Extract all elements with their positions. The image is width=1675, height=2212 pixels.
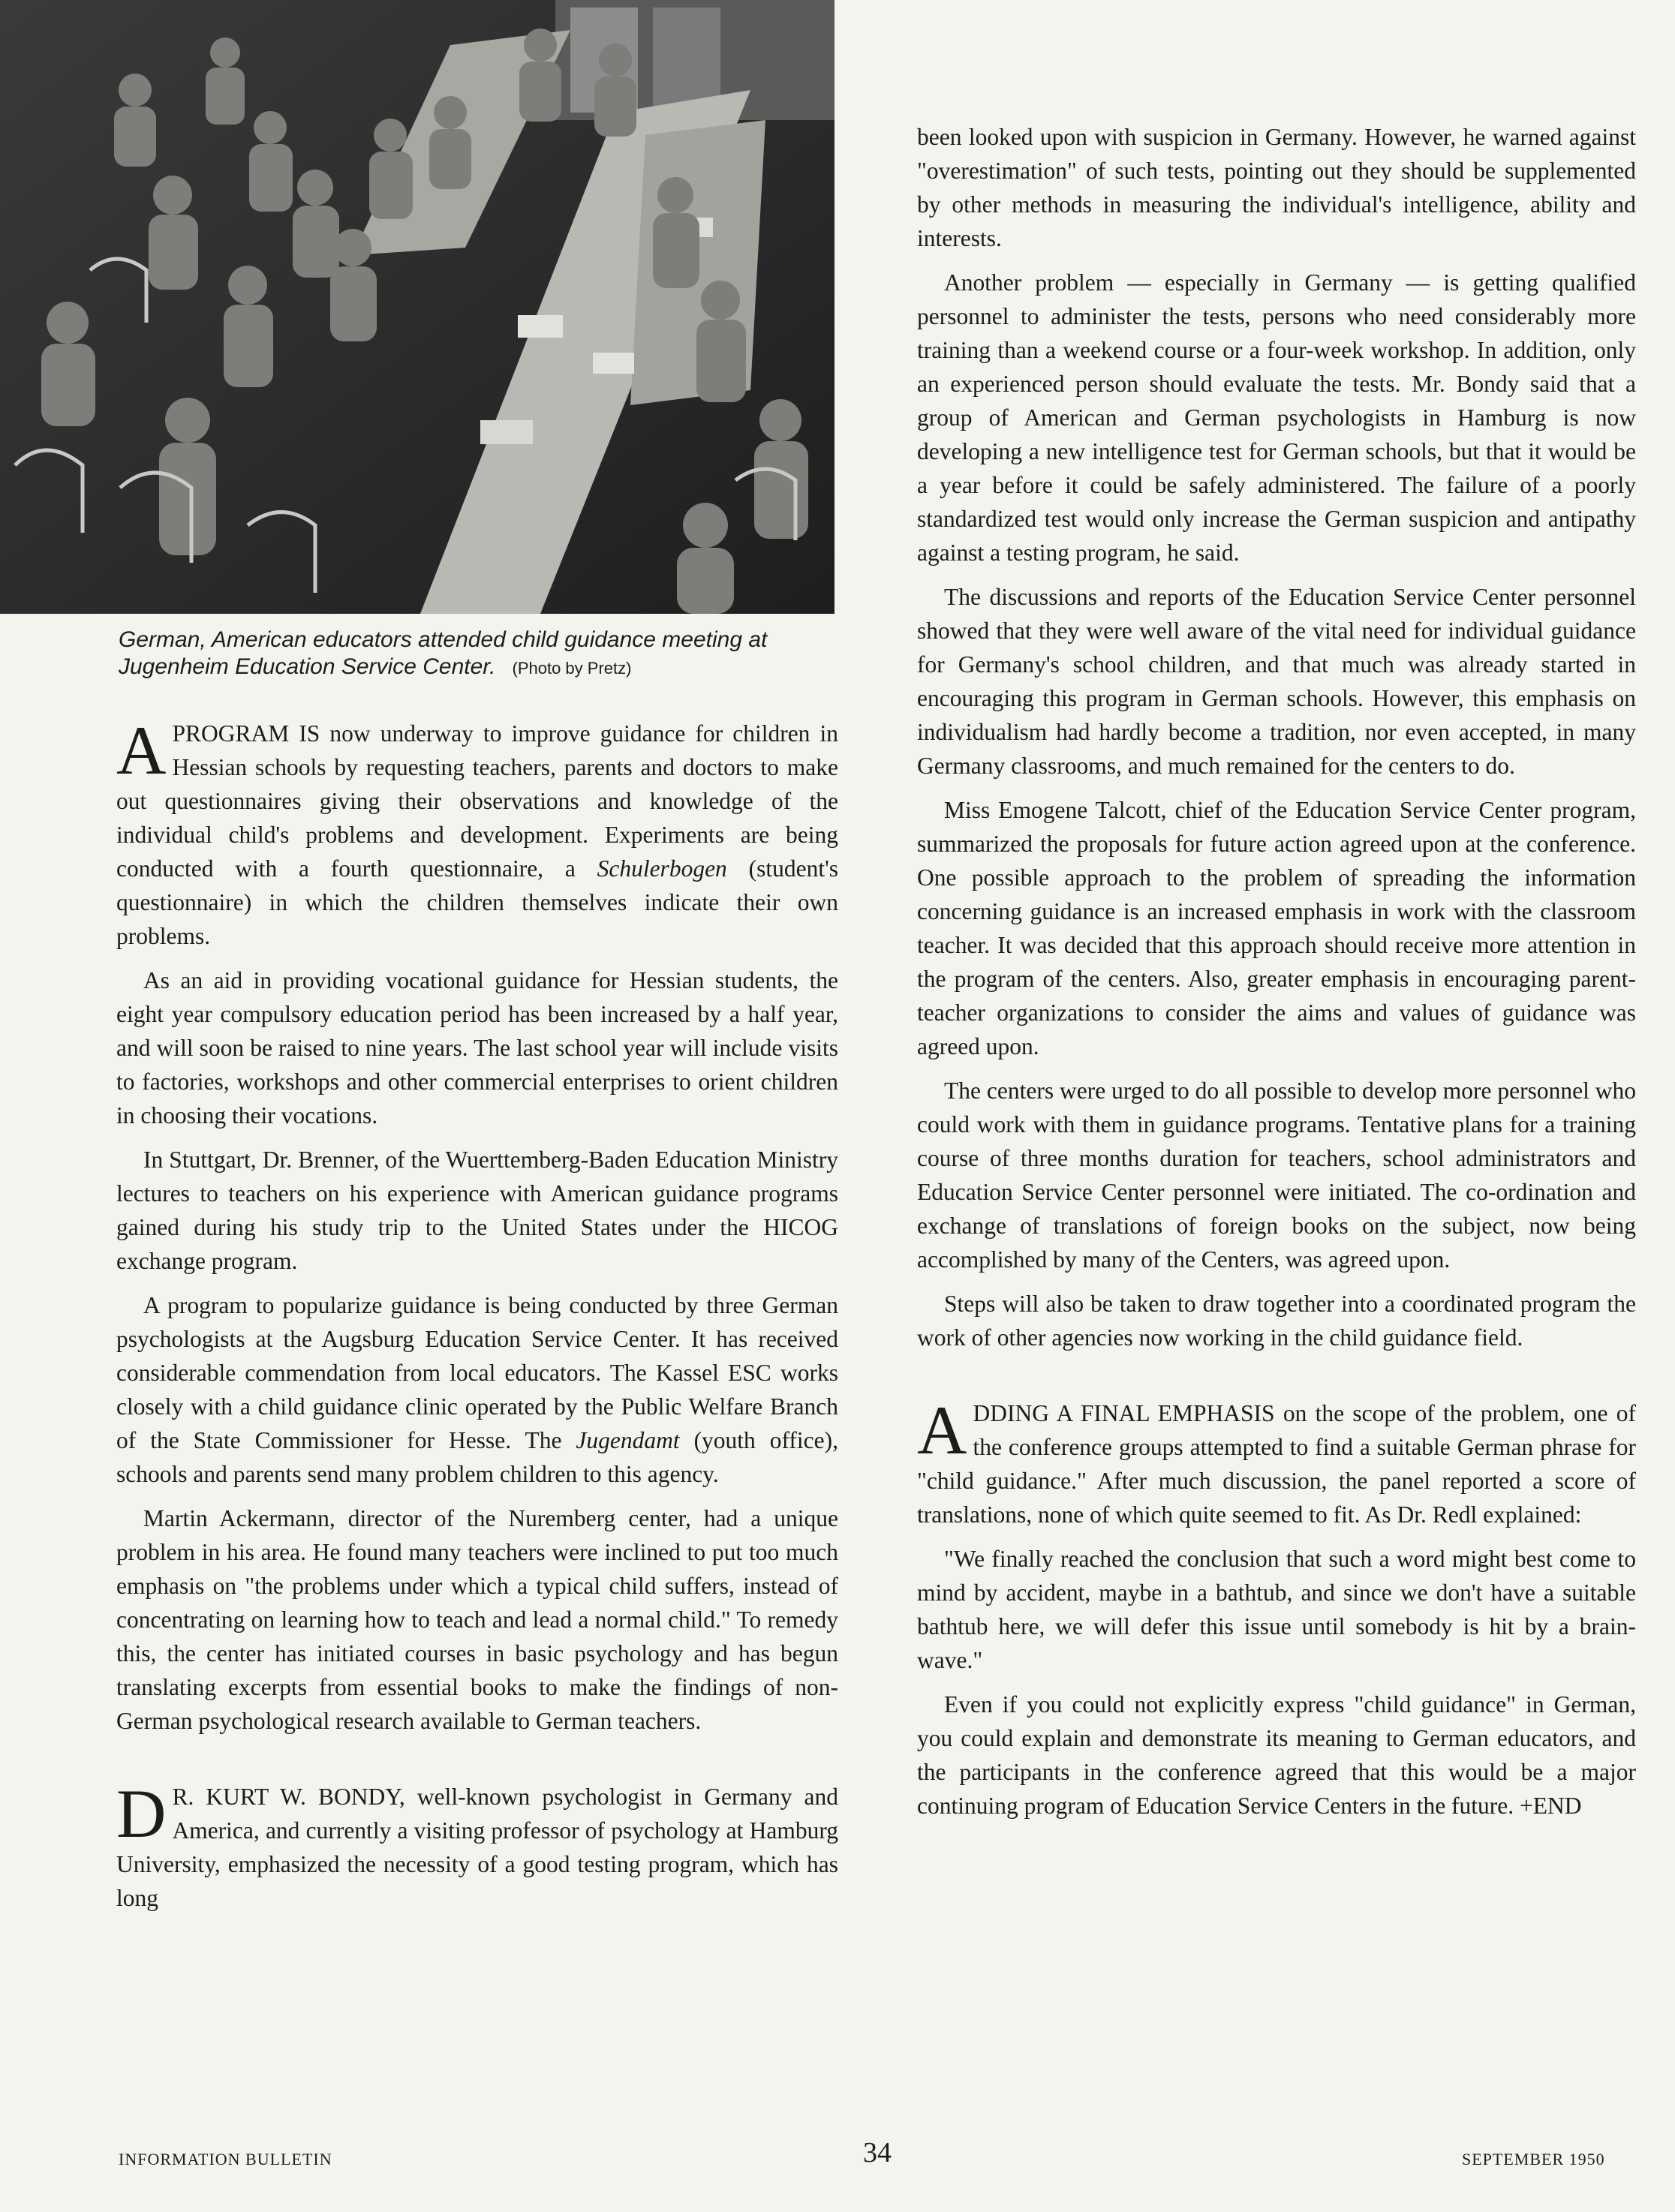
paragraph-text: (youth office), schools and parents send many problem children to this agency. <box>116 1427 838 1487</box>
paragraph <box>116 1775 838 1915</box>
paragraph-text: A program to popularize guidance is being conducted by three German psychologists at the Augsburg Education Service Center. It has received considerable commendation from local educators. The Kassel ESC works closely with a child guidance clinic operated by the Public Welfare Branch of the State Commissioner for Hesse. The <box>116 1292 838 1453</box>
paragraph: been looked upon with suspicion in Germany. However, he warned against "overestimation" of such tests, pointing out they should be supplemented by other methods in measuring the individual's intelligence, ability and interests. <box>917 124 1636 251</box>
paragraph: Martin Ackermann, director of the Nuremberg center, had a unique problem in his area. He found many teachers were inclined to put too much emphasis on "the problems under which a typical child suffers, instead of concentrating on learning how to teach and lead a normal child." To remedy this, the center has initiated courses in basic psychology and has begun translating excerpts from essential books to make the findings of non-German psychological research available to German teachers. <box>116 1505 838 1734</box>
page-number: 34 <box>863 2137 892 2168</box>
footer-publication: INFORMATION BULLETIN <box>119 2150 332 2168</box>
drop-cap: D <box>116 1775 167 1852</box>
paragraph-text: R. KURT W. BONDY, well-known psychologist in Germany and America, and currently a visiting professor of psychology at Hamburg University, emphasized the necessity of a good testing program, which has long <box>116 1784 838 1911</box>
paragraph-text: (student's questionnaire) in which the children themselves indicate their own problems. <box>116 855 838 949</box>
paragraph: Another problem — especially in Germany — is getting qualified personnel to administer the tests, persons who need considerably more training than a weekend course or a four-week workshop. In addition, only an experienced person should evaluate the tests. Mr. Bondy said that a group of American and German psychologists in Hamburg is now developing a new intelligence test for German schools, but that it would be a year before it could be safely administered. The failure of a poorly standardized test would only increase the German suspicion and antipathy against a testing program, he said. <box>917 269 1636 566</box>
italic-term: Schulerbogen <box>597 855 727 882</box>
paragraph: The discussions and reports of the Education Service Center personnel showed that they were well aware of the vital need for individual guidance for Germany's school children, and that much was already started in encouraging this program in German schools. However, this emphasis on individualism had hardly become a tradition, nor even accepted, in many Germany classrooms, and much remained for the centers to do. <box>917 584 1636 779</box>
paragraph: The centers were urged to do all possible to develop more personnel who could work with them in guidance programs. Tentative plans for a training course of three months duration for teachers, school administrators and Education Service Center personnel were initiated. The co-ordination and exchange of translations of foreign books on the subject, now being accomplished by many of the Centers, was agreed upon. <box>917 1077 1636 1273</box>
paragraph <box>917 1392 1636 1531</box>
paragraph <box>116 712 838 953</box>
paragraph: Even if you could not explicitly express "child guidance" in German, you could explain and demonstrate its meaning to German educators, and the participants in the conference agreed that this would be a major continuing program of Education Service Centers in the future. +END <box>917 1691 1636 1819</box>
photo-credit: (Photo by Pretz) <box>512 659 632 678</box>
caption-text: German, American educators attended child guidance meeting at Jugenheim Education Service Center. <box>119 627 768 679</box>
meeting-photo <box>0 0 834 614</box>
paragraph-text: DDING A FINAL EMPHASIS on the scope of the problem, one of the conference groups attempted to find a suitable German phrase for "child guidance." After much discussion, the panel reported a score of translations, none of which quite seemed to fit. As Dr. Redl explained: <box>917 1400 1636 1528</box>
photo-caption <box>119 627 831 682</box>
paragraph-text: PROGRAM IS now underway to improve guidance for children in Hessian schools by requesting teachers, parents and doctors to make out questionnaires giving their observations and knowledge of the individual child's problems and development. Experiments are being conducted with a fourth questionnaire, a <box>116 720 838 882</box>
article-left-column <box>116 712 838 1925</box>
article-right-column <box>917 120 1636 1833</box>
paragraph: In Stuttgart, Dr. Brenner, of the Wuerttemberg-Baden Education Ministry lectures to teachers on his experience with American guidance programs gained during his study trip to the United States under the HICOG exchange program. <box>116 1147 838 1274</box>
drop-cap: A <box>917 1392 967 1468</box>
italic-term: Jugendamt <box>576 1427 680 1453</box>
meeting-photo-icon <box>0 0 834 614</box>
paragraph: Steps will also be taken to draw together into a coordinated program the work of other agencies now working in the child guidance field. <box>917 1291 1636 1351</box>
paragraph <box>116 1288 838 1491</box>
paragraph: As an aid in providing vocational guidance for Hessian students, the eight year compulsory education period has been increased by a half year, and will soon be raised to nine years. The last school year will include visits to factories, workshops and other commercial enterprises to orient children in choosing their vocations. <box>116 967 838 1129</box>
paragraph: "We finally reached the conclusion that such a word might best come to mind by accident, maybe in a bathtub, and since we don't have a suitable bathtub here, we will defer this issue until somebody is hit by a brain-wave." <box>917 1546 1636 1673</box>
drop-cap: A <box>116 712 167 789</box>
paragraph: Miss Emogene Talcott, chief of the Education Service Center program, summarized the proposals for future action agreed upon at the conference. One possible approach to the problem of spreading the information concerning guidance is an increased emphasis in work with the classroom teacher. It was decided that this approach should receive more attention in the program of the centers. Also, greater emphasis in encouraging parent-teacher organizations to consider the aims and values of guidance was agreed upon. <box>917 797 1636 1059</box>
footer-date: SEPTEMBER 1950 <box>1462 2150 1605 2168</box>
